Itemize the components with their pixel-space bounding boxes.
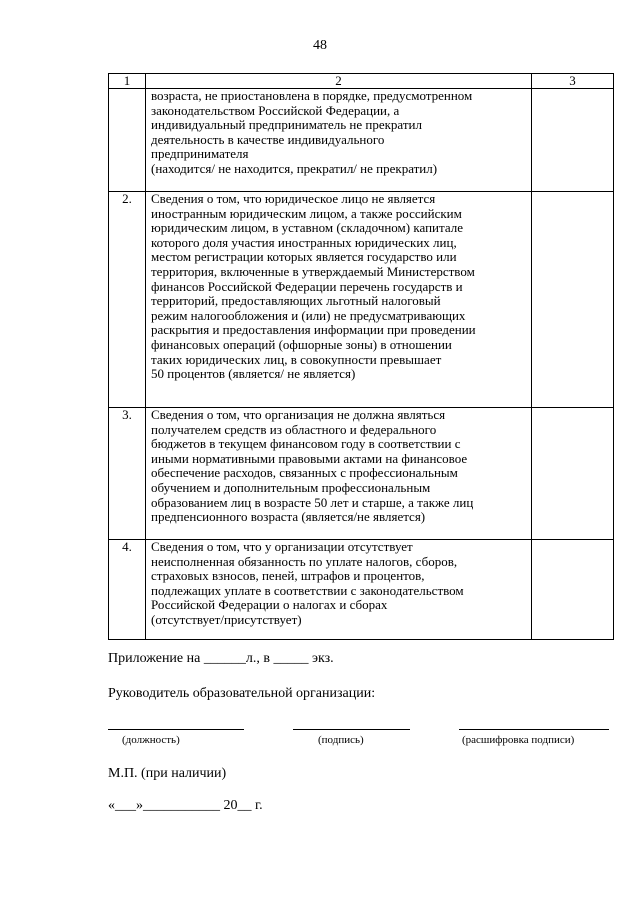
row-text: Сведения о том, что организация не должна являться получателем средств из областного и федерального бюджетов в текущем финансовом году в соответствии с иными нормативными правовыми актами на финансовое обеспечение расходов, связанных с профессиональным обучением и дополнительным профессиональным образованием лиц в возрасте 50 лет и старше, а также лиц предпенсионного возраста (является/не является): [146, 408, 532, 540]
signature-caption: (подпись): [318, 734, 364, 746]
date-line[interactable]: «___»___________ 20__ г.: [108, 798, 263, 813]
row-number: 2.: [109, 192, 146, 408]
row-number: 3.: [109, 408, 146, 540]
table-row: [109, 192, 614, 408]
attachment-line: Приложение на ______л., в _____ экз.: [108, 651, 334, 666]
column-header-2: 2: [146, 74, 532, 89]
row-number: 4.: [109, 540, 146, 640]
row-text: Сведения о том, что юридическое лицо не является иностранным юридическим лицом, а также российским юридическим лицом, в уставном (складочном) капитале которого доля участия иностранных юридических лиц, местом регистрации которых является государство или территория, включенные в утверждаемый Министерством финансов Российской Федерации перечень государств и территорий, предоставляющих льготный налоговый режим налогообложения и (или) не предусматривающих раскрытия и предоставления информации при проведении финансовых операций (офшорные зоны) в отношении таких юридических лиц, в совокупности превышает 50 процентов (является/ не является): [146, 192, 532, 408]
position-line[interactable]: [108, 729, 244, 730]
head-of-organization-label: Руководитель образовательной организации:: [108, 686, 376, 701]
signature-line[interactable]: [293, 729, 410, 730]
signature-decoding-line[interactable]: [459, 729, 609, 730]
table-row: [109, 408, 614, 540]
page-number: 48: [313, 38, 327, 53]
row-number: [109, 89, 146, 192]
row-text: Сведения о том, что у организации отсутствует неисполненная обязанность по уплате налогов, сборов, страховых взносов, пеней, штрафов и процентов, подлежащих уплате в соответствии с законодательством Российской Федерации о налогах и сборах (отсутствует/присутствует): [146, 540, 532, 640]
table-row: [109, 540, 614, 640]
column-header-3: 3: [532, 74, 614, 89]
table-header-row: [109, 74, 614, 89]
table-row: [109, 89, 614, 192]
position-caption: (должность): [122, 734, 180, 746]
row-value-cell[interactable]: [532, 540, 614, 640]
row-value-cell[interactable]: [532, 408, 614, 540]
row-value-cell[interactable]: [532, 89, 614, 192]
column-header-1: 1: [109, 74, 146, 89]
row-text: возраста, не приостановлена в порядке, предусмотренном законодательством Российской Федерации, а индивидуальный предприниматель не прекратил деятельность в качестве индивидуального предпринимателя (находится/ не находится, прекратил/ не прекратил): [146, 89, 532, 192]
requirements-table: [108, 73, 614, 640]
row-value-cell[interactable]: [532, 192, 614, 408]
signature-decoding-caption: (расшифровка подписи): [462, 734, 575, 746]
stamp-line: М.П. (при наличии): [108, 766, 227, 781]
